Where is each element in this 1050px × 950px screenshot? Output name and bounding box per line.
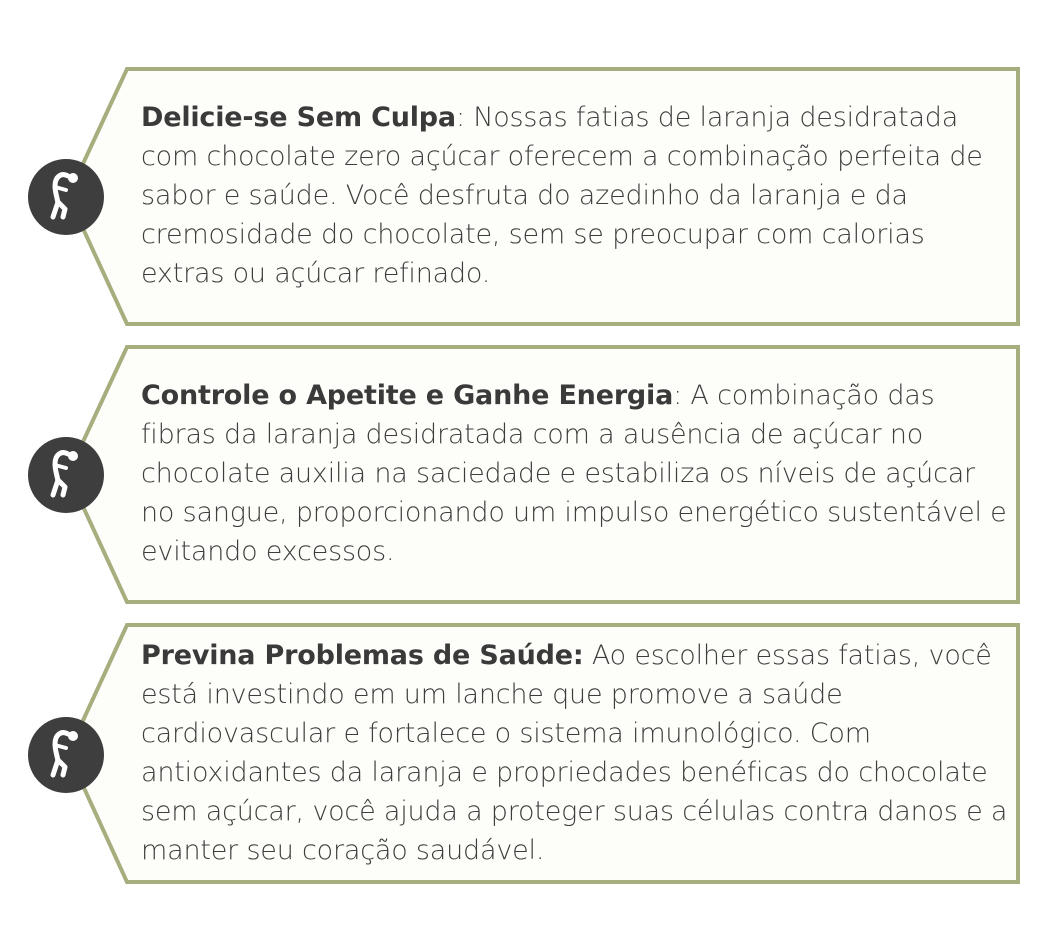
card-title: Controle o Apetite e Ganhe Energia bbox=[141, 380, 674, 411]
card-text bbox=[141, 376, 1016, 571]
benefit-card-3 bbox=[0, 622, 1050, 886]
card-body: Nossas fatias de laranja desidratada com chocolate zero açúcar oferecem a combinação perfeita de sabor e saúde. Você desfruta do azedinho da laranja e da cremosidade do chocolate, sem se preocupar com calorias extras ou açúcar refinado. bbox=[141, 102, 983, 289]
stretching-person-icon bbox=[28, 717, 104, 793]
card-text bbox=[141, 98, 1016, 293]
card-separator: : bbox=[673, 380, 691, 411]
benefit-card-2 bbox=[0, 344, 1050, 606]
stretching-person-icon bbox=[28, 437, 104, 513]
card-separator: : bbox=[455, 102, 474, 133]
card-title: Delicie-se Sem Culpa bbox=[141, 102, 456, 133]
card-body: Ao escolher essas fatias, você está investindo em um lanche que promove a saúde cardiovascular e fortalece o sistema imunológico. Com antioxidantes da laranja e propriedades benéficas do chocolate sem açúcar, você ajuda a proteger suas células contra danos e a manter seu coração saudável. bbox=[141, 640, 1008, 866]
card-separator bbox=[583, 640, 591, 671]
stretching-person-icon bbox=[28, 159, 104, 235]
card-title: Previna Problemas de Saúde: bbox=[141, 640, 584, 671]
card-body: A combinação das fibras da laranja desidratada com a ausência de açúcar no chocolate auxilia na saciedade e estabiliza os níveis de açúcar no sangue, proporcionando um impulso energético sustentável e evitando excessos. bbox=[141, 380, 1007, 567]
card-text bbox=[141, 636, 1016, 870]
benefit-card-1 bbox=[0, 66, 1050, 328]
